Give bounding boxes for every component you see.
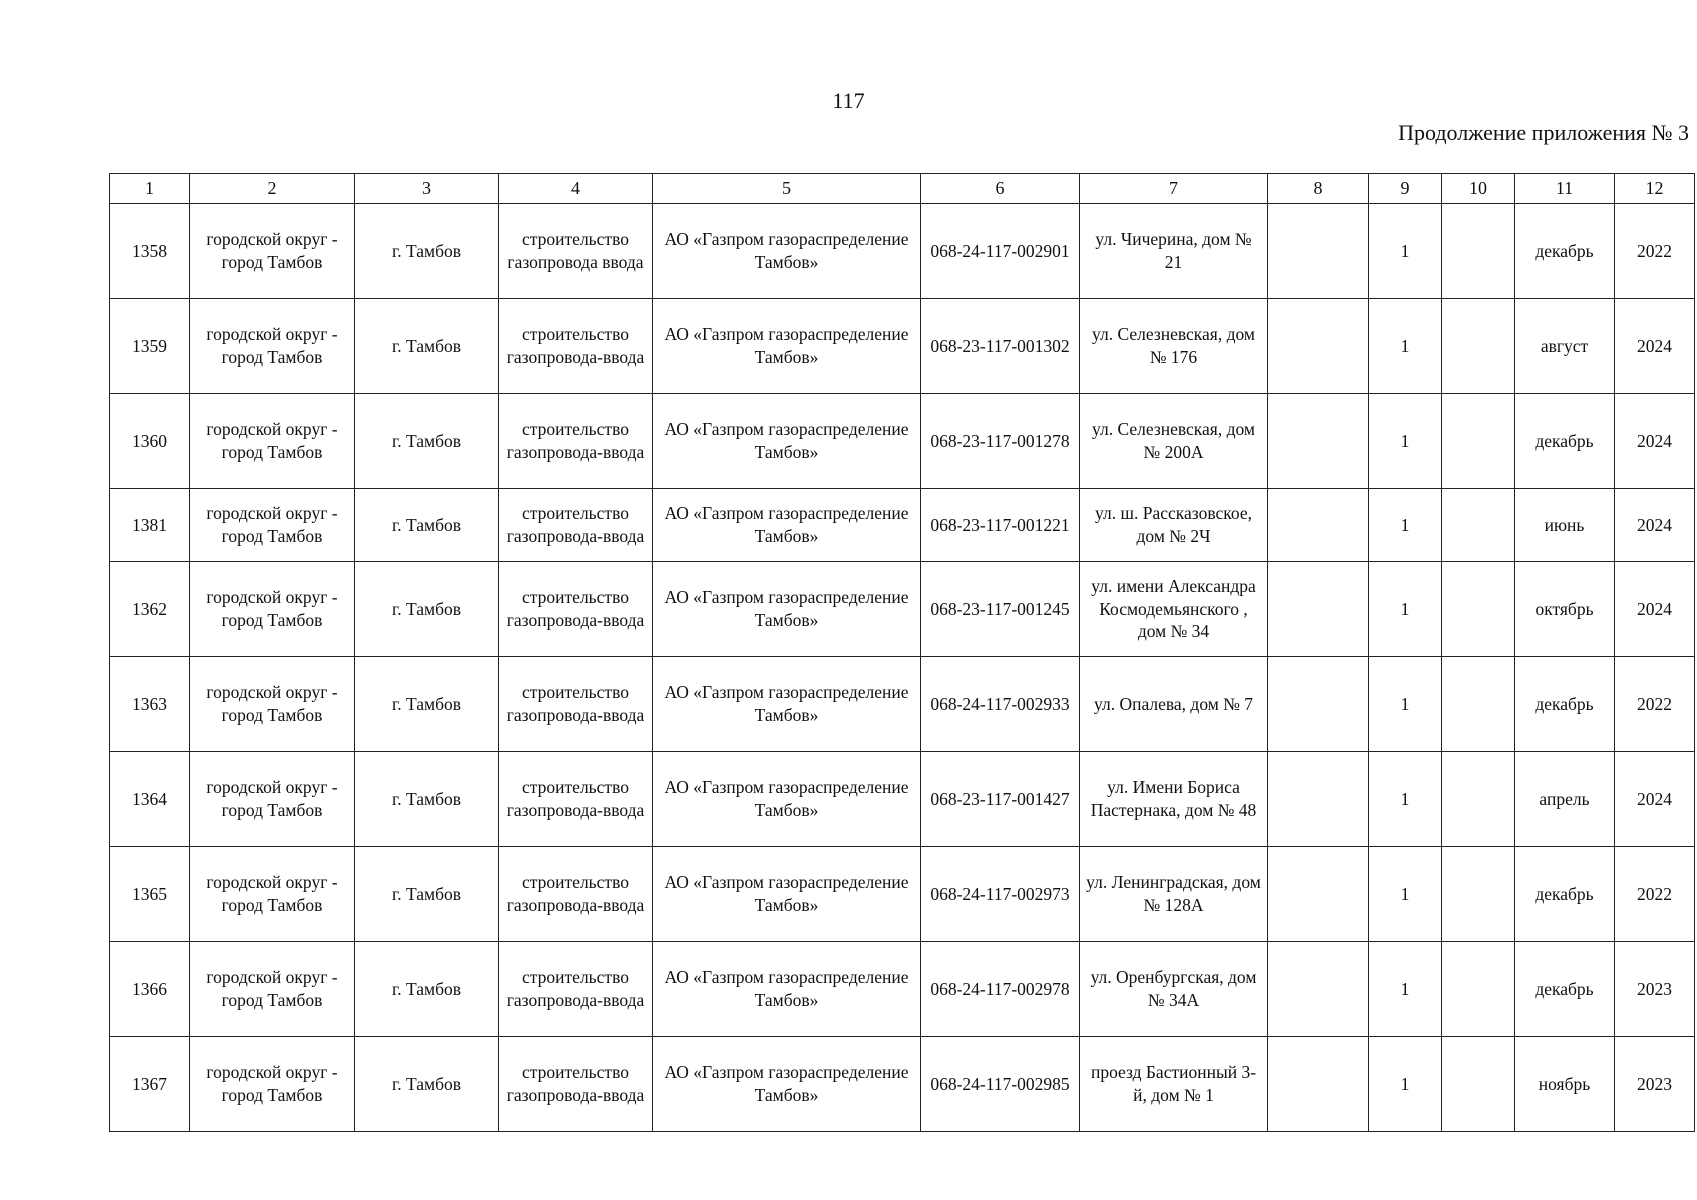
year-cell: 2024 bbox=[1615, 299, 1695, 394]
year-cell: 2023 bbox=[1615, 942, 1695, 1037]
work-type-cell: строительство газопровода-ввода bbox=[499, 1037, 653, 1132]
column-header: 4 bbox=[499, 174, 653, 204]
table-row bbox=[110, 847, 1695, 942]
district-cell: городской округ - город Тамбов bbox=[190, 942, 355, 1037]
object-code-cell: 068-23-117-001221 bbox=[921, 489, 1080, 562]
table-row bbox=[110, 657, 1695, 752]
row-number-cell: 1364 bbox=[110, 752, 190, 847]
column-header: 7 bbox=[1080, 174, 1268, 204]
work-type-cell: строительство газопровода-ввода bbox=[499, 657, 653, 752]
object-code-cell: 068-23-117-001278 bbox=[921, 394, 1080, 489]
address-cell: ул. Селезневская, дом № 176 bbox=[1080, 299, 1268, 394]
month-cell: август bbox=[1515, 299, 1615, 394]
district-cell: городской округ - город Тамбов bbox=[190, 299, 355, 394]
column-header: 3 bbox=[355, 174, 499, 204]
address-cell: проезд Бастионный 3-й, дом № 1 bbox=[1080, 1037, 1268, 1132]
year-cell: 2024 bbox=[1615, 489, 1695, 562]
object-code-cell: 068-24-117-002901 bbox=[921, 204, 1080, 299]
appendix-continuation-note: Продолжение приложения № 3 bbox=[1398, 120, 1689, 145]
object-code-cell: 068-23-117-001427 bbox=[921, 752, 1080, 847]
row-number-cell: 1360 bbox=[110, 394, 190, 489]
organization-cell: АО «Газпром газораспределение Тамбов» bbox=[653, 752, 921, 847]
city-cell: г. Тамбов bbox=[355, 204, 499, 299]
column-header: 6 bbox=[921, 174, 1080, 204]
work-type-cell: строительство газопровода-ввода bbox=[499, 489, 653, 562]
page-number: 117 bbox=[832, 88, 865, 113]
month-cell: декабрь bbox=[1515, 657, 1615, 752]
address-cell: ул. Селезневская, дом № 200А bbox=[1080, 394, 1268, 489]
object-code-cell: 068-24-117-002978 bbox=[921, 942, 1080, 1037]
column-header: 1 bbox=[110, 174, 190, 204]
city-cell: г. Тамбов bbox=[355, 1037, 499, 1132]
district-cell: городской округ - город Тамбов bbox=[190, 562, 355, 657]
column-10-cell bbox=[1442, 562, 1515, 657]
city-cell: г. Тамбов bbox=[355, 657, 499, 752]
quantity-cell: 1 bbox=[1369, 657, 1442, 752]
column-8-cell bbox=[1268, 657, 1369, 752]
work-type-cell: строительство газопровода ввода bbox=[499, 204, 653, 299]
table-row bbox=[110, 752, 1695, 847]
quantity-cell: 1 bbox=[1369, 489, 1442, 562]
address-cell: ул. Ленинградская, дом № 128А bbox=[1080, 847, 1268, 942]
row-number-cell: 1362 bbox=[110, 562, 190, 657]
column-8-cell bbox=[1268, 1037, 1369, 1132]
column-10-cell bbox=[1442, 847, 1515, 942]
table-row bbox=[110, 1037, 1695, 1132]
column-10-cell bbox=[1442, 752, 1515, 847]
column-header: 12 bbox=[1615, 174, 1695, 204]
table-row bbox=[110, 204, 1695, 299]
year-cell: 2024 bbox=[1615, 562, 1695, 657]
address-cell: ул. Оренбургская, дом № 34А bbox=[1080, 942, 1268, 1037]
month-cell: июнь bbox=[1515, 489, 1615, 562]
city-cell: г. Тамбов bbox=[355, 299, 499, 394]
row-number-cell: 1365 bbox=[110, 847, 190, 942]
month-cell: октябрь bbox=[1515, 562, 1615, 657]
address-cell: ул. Чичерина, дом № 21 bbox=[1080, 204, 1268, 299]
column-10-cell bbox=[1442, 1037, 1515, 1132]
city-cell: г. Тамбов bbox=[355, 394, 499, 489]
quantity-cell: 1 bbox=[1369, 204, 1442, 299]
register-table-body bbox=[110, 204, 1695, 1132]
column-8-cell bbox=[1268, 752, 1369, 847]
work-type-cell: строительство газопровода-ввода bbox=[499, 752, 653, 847]
row-number-cell: 1363 bbox=[110, 657, 190, 752]
month-cell: декабрь bbox=[1515, 847, 1615, 942]
column-10-cell bbox=[1442, 204, 1515, 299]
column-8-cell bbox=[1268, 299, 1369, 394]
row-number-cell: 1359 bbox=[110, 299, 190, 394]
table-row bbox=[110, 562, 1695, 657]
city-cell: г. Тамбов bbox=[355, 847, 499, 942]
column-header: 2 bbox=[190, 174, 355, 204]
year-cell: 2023 bbox=[1615, 1037, 1695, 1132]
month-cell: ноябрь bbox=[1515, 1037, 1615, 1132]
year-cell: 2024 bbox=[1615, 394, 1695, 489]
row-number-cell: 1366 bbox=[110, 942, 190, 1037]
district-cell: городской округ - город Тамбов bbox=[190, 1037, 355, 1132]
column-8-cell bbox=[1268, 394, 1369, 489]
organization-cell: АО «Газпром газораспределение Тамбов» bbox=[653, 299, 921, 394]
column-header: 8 bbox=[1268, 174, 1369, 204]
district-cell: городской округ - город Тамбов bbox=[190, 657, 355, 752]
quantity-cell: 1 bbox=[1369, 847, 1442, 942]
column-10-cell bbox=[1442, 394, 1515, 489]
object-code-cell: 068-23-117-001302 bbox=[921, 299, 1080, 394]
table-row bbox=[110, 299, 1695, 394]
district-cell: городской округ - город Тамбов bbox=[190, 489, 355, 562]
object-code-cell: 068-23-117-001245 bbox=[921, 562, 1080, 657]
column-10-cell bbox=[1442, 299, 1515, 394]
column-8-cell bbox=[1268, 489, 1369, 562]
table-row bbox=[110, 489, 1695, 562]
address-cell: ул. ш. Рассказовское, дом № 2Ч bbox=[1080, 489, 1268, 562]
column-header: 11 bbox=[1515, 174, 1615, 204]
object-code-cell: 068-24-117-002973 bbox=[921, 847, 1080, 942]
quantity-cell: 1 bbox=[1369, 299, 1442, 394]
year-cell: 2022 bbox=[1615, 847, 1695, 942]
column-8-cell bbox=[1268, 562, 1369, 657]
column-8-cell bbox=[1268, 847, 1369, 942]
register-table bbox=[109, 173, 1695, 1132]
quantity-cell: 1 bbox=[1369, 942, 1442, 1037]
district-cell: городской округ - город Тамбов bbox=[190, 204, 355, 299]
row-number-cell: 1367 bbox=[110, 1037, 190, 1132]
year-cell: 2024 bbox=[1615, 752, 1695, 847]
organization-cell: АО «Газпром газораспределение Тамбов» bbox=[653, 489, 921, 562]
column-10-cell bbox=[1442, 942, 1515, 1037]
quantity-cell: 1 bbox=[1369, 752, 1442, 847]
row-number-cell: 1381 bbox=[110, 489, 190, 562]
quantity-cell: 1 bbox=[1369, 562, 1442, 657]
district-cell: городской округ - город Тамбов bbox=[190, 752, 355, 847]
district-cell: городской округ - город Тамбов bbox=[190, 847, 355, 942]
row-number-cell: 1358 bbox=[110, 204, 190, 299]
address-cell: ул. Опалева, дом № 7 bbox=[1080, 657, 1268, 752]
work-type-cell: строительство газопровода-ввода bbox=[499, 299, 653, 394]
column-10-cell bbox=[1442, 657, 1515, 752]
work-type-cell: строительство газопровода-ввода bbox=[499, 847, 653, 942]
organization-cell: АО «Газпром газораспределение Тамбов» bbox=[653, 657, 921, 752]
column-10-cell bbox=[1442, 489, 1515, 562]
district-cell: городской округ - город Тамбов bbox=[190, 394, 355, 489]
month-cell: декабрь bbox=[1515, 204, 1615, 299]
quantity-cell: 1 bbox=[1369, 1037, 1442, 1132]
quantity-cell: 1 bbox=[1369, 394, 1442, 489]
organization-cell: АО «Газпром газораспределение Тамбов» bbox=[653, 1037, 921, 1132]
work-type-cell: строительство газопровода-ввода bbox=[499, 942, 653, 1037]
column-header: 5 bbox=[653, 174, 921, 204]
organization-cell: АО «Газпром газораспределение Тамбов» bbox=[653, 562, 921, 657]
column-8-cell bbox=[1268, 942, 1369, 1037]
month-cell: апрель bbox=[1515, 752, 1615, 847]
month-cell: декабрь bbox=[1515, 942, 1615, 1037]
column-number-row bbox=[110, 174, 1695, 204]
column-header: 9 bbox=[1369, 174, 1442, 204]
organization-cell: АО «Газпром газораспределение Тамбов» bbox=[653, 847, 921, 942]
month-cell: декабрь bbox=[1515, 394, 1615, 489]
city-cell: г. Тамбов bbox=[355, 752, 499, 847]
city-cell: г. Тамбов bbox=[355, 489, 499, 562]
city-cell: г. Тамбов bbox=[355, 562, 499, 657]
table-row bbox=[110, 942, 1695, 1037]
organization-cell: АО «Газпром газораспределение Тамбов» bbox=[653, 394, 921, 489]
address-cell: ул. Имени Бориса Пастернака, дом № 48 bbox=[1080, 752, 1268, 847]
city-cell: г. Тамбов bbox=[355, 942, 499, 1037]
year-cell: 2022 bbox=[1615, 204, 1695, 299]
column-8-cell bbox=[1268, 204, 1369, 299]
organization-cell: АО «Газпром газораспределение Тамбов» bbox=[653, 204, 921, 299]
organization-cell: АО «Газпром газораспределение Тамбов» bbox=[653, 942, 921, 1037]
object-code-cell: 068-24-117-002933 bbox=[921, 657, 1080, 752]
work-type-cell: строительство газопровода-ввода bbox=[499, 394, 653, 489]
table-row bbox=[110, 394, 1695, 489]
object-code-cell: 068-24-117-002985 bbox=[921, 1037, 1080, 1132]
column-header: 10 bbox=[1442, 174, 1515, 204]
work-type-cell: строительство газопровода-ввода bbox=[499, 562, 653, 657]
address-cell: ул. имени Александра Космодемьянского , дом № 34 bbox=[1080, 562, 1268, 657]
year-cell: 2022 bbox=[1615, 657, 1695, 752]
